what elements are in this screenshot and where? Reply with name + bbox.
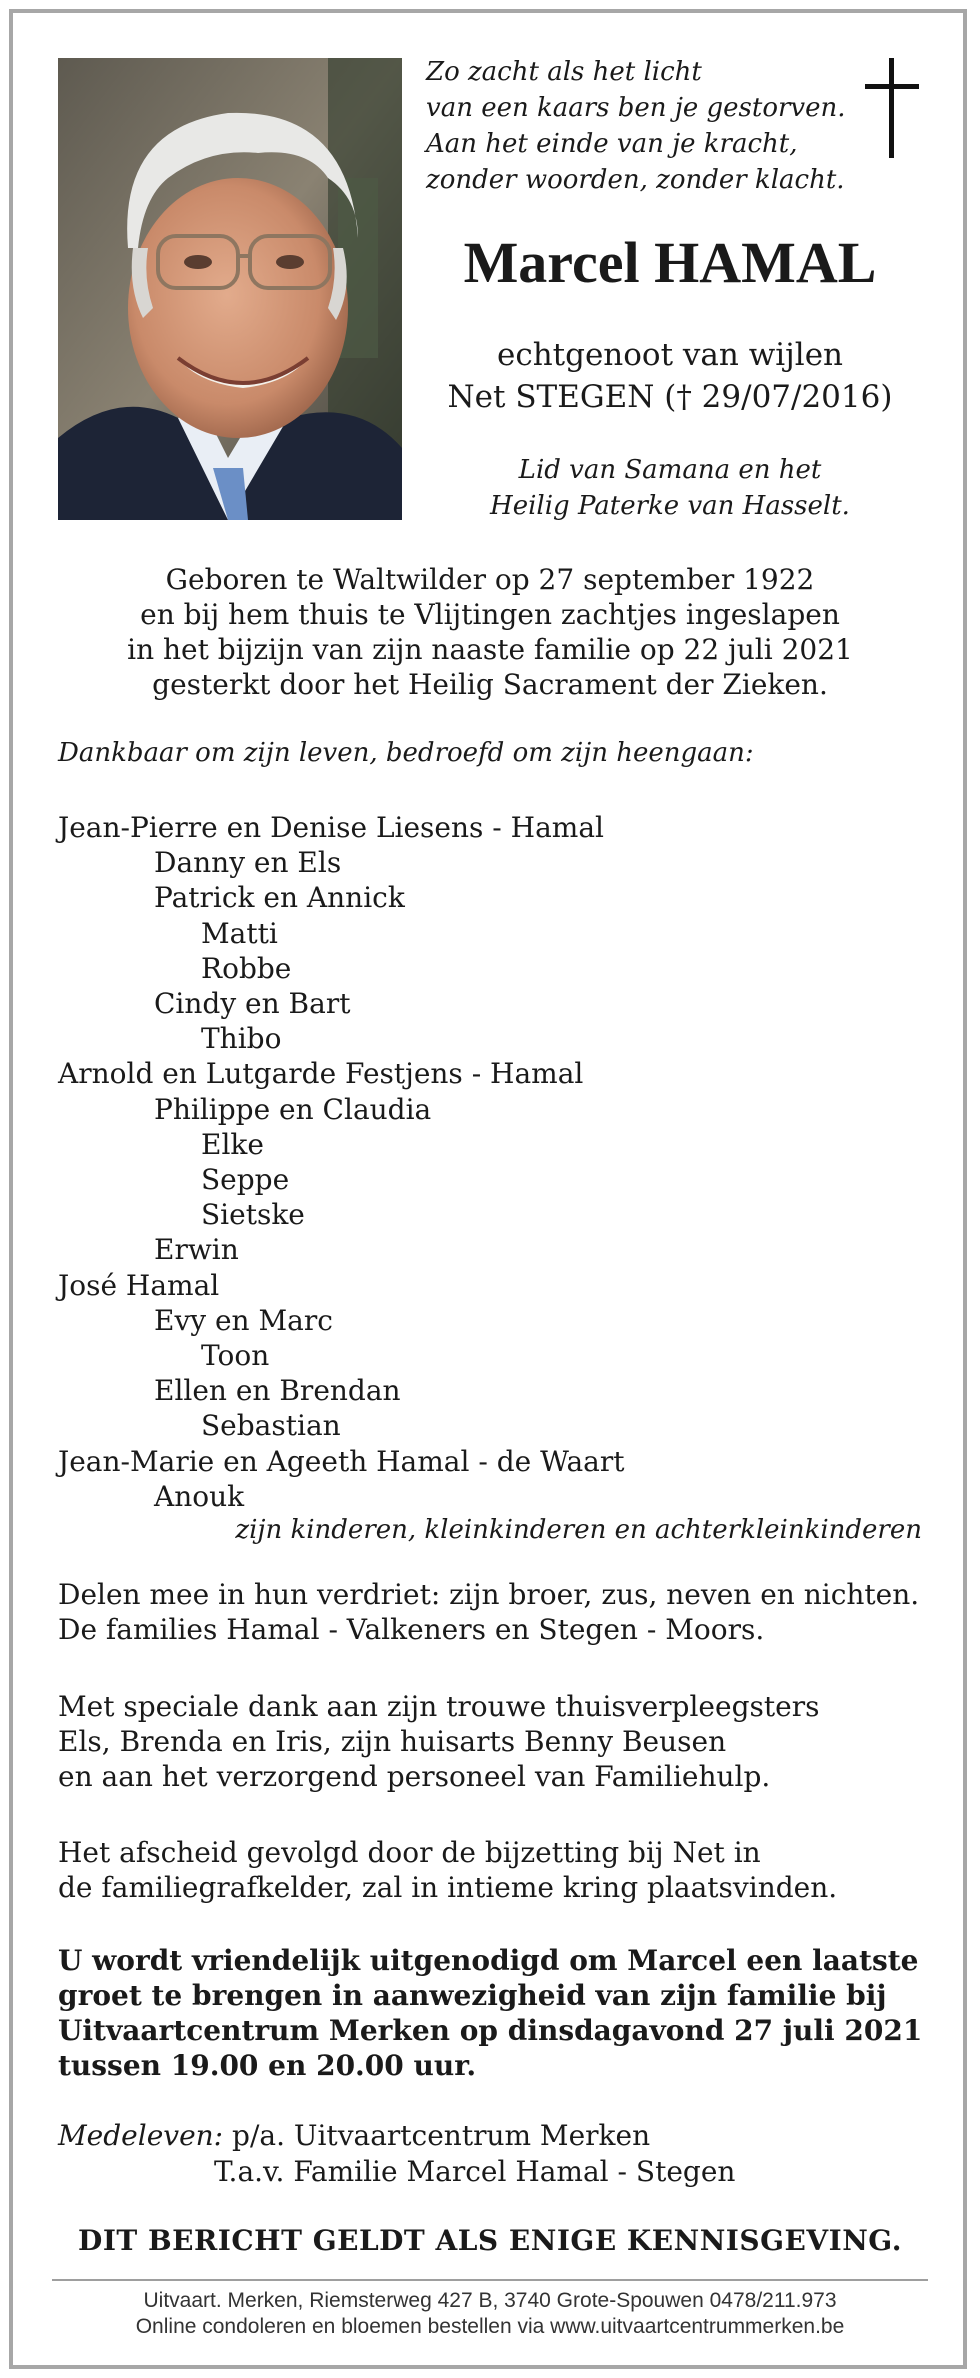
family-member: Robbe bbox=[201, 951, 292, 985]
birth-line: gesterkt door het Heilig Sacrament der Zieken. bbox=[152, 668, 828, 701]
poem-line: van een kaars ben je gestorven. bbox=[426, 93, 846, 123]
condolences-line: p/a. Uitvaartcentrum Merken bbox=[232, 2119, 651, 2152]
birth-line: en bij hem thuis te Vlijtingen zachtjes ingeslapen bbox=[140, 598, 840, 631]
invitation-line: groet te brengen in aanwezigheid van zijn familie bij bbox=[58, 1979, 887, 2012]
notice-banner: DIT BERICHT GELDT ALS ENIGE KENNISGEVING. bbox=[78, 2224, 902, 2257]
thanks-line: Met speciale dank aan zijn trouwe thuisverpleegsters bbox=[58, 1690, 820, 1723]
family-member: Matti bbox=[201, 916, 278, 950]
family-member: Jean-Pierre en Denise Liesens - Hamal bbox=[58, 811, 604, 844]
family-member: Seppe bbox=[201, 1163, 290, 1197]
condolences-line: T.a.v. Familie Marcel Hamal - Stegen bbox=[214, 2155, 736, 2188]
share-grief-line: Delen mee in hun verdriet: zijn broer, zus, neven en nichten. bbox=[58, 1578, 920, 1611]
farewell-line: de familiegrafkelder, zal in intieme kring plaatsvinden. bbox=[58, 1871, 838, 1904]
family-member: Patrick en Annick bbox=[154, 881, 405, 915]
family-member: Arnold en Lutgarde Festjens - Hamal bbox=[58, 1057, 584, 1091]
thanks-line: en aan het verzorgend personeel van Familiehulp. bbox=[58, 1760, 771, 1793]
family-member: Cindy en Bart bbox=[154, 987, 351, 1021]
condolences-address bbox=[58, 2118, 735, 2190]
poem-line: zonder woorden, zonder klacht. bbox=[426, 165, 845, 195]
spouse-info bbox=[420, 334, 920, 418]
invitation-line: Uitvaartcentrum Merken op dinsdagavond 27 juli 2021 bbox=[58, 2014, 923, 2047]
footer-address: Uitvaart. Merken, Riemsterweg 427 B, 3740 Grote-Spouwen 0478/211.973 bbox=[143, 2289, 837, 2312]
thanks-text bbox=[58, 1689, 938, 1794]
farewell-text bbox=[58, 1835, 938, 1905]
thanks-line: Els, Brenda en Iris, zijn huisarts Benny Beusen bbox=[58, 1725, 727, 1758]
family-member: Thibo bbox=[201, 1022, 282, 1056]
portrait-photo bbox=[58, 58, 402, 520]
birth-death-text bbox=[58, 562, 922, 702]
membership-line: Lid van Samana en het bbox=[518, 455, 822, 485]
family-member: Danny en Els bbox=[154, 846, 342, 880]
poem bbox=[426, 54, 856, 198]
cross-icon bbox=[862, 58, 922, 158]
share-grief-text bbox=[58, 1577, 938, 1647]
farewell-line: Het afscheid gevolgd door de bijzetting bij Net in bbox=[58, 1836, 761, 1869]
invitation-line: tussen 19.00 en 20.00 uur. bbox=[58, 2049, 477, 2082]
invitation-line: U wordt vriendelijk uitgenodigd om Marcel een laatste bbox=[58, 1944, 919, 1977]
family-member: Elke bbox=[201, 1127, 264, 1161]
family-member: Jean-Marie en Ageeth Hamal - de Waart bbox=[58, 1444, 625, 1478]
footer-divider bbox=[52, 2279, 928, 2281]
family-member: Philippe en Claudia bbox=[154, 1092, 432, 1126]
family-list bbox=[58, 810, 624, 1514]
invitation-text bbox=[58, 1943, 938, 2083]
family-member: Sietske bbox=[201, 1198, 305, 1232]
deceased-name: Marcel HAMAL bbox=[463, 230, 877, 295]
spouse-line: Net STEGEN († 29/07/2016) bbox=[447, 379, 893, 415]
grateful-line: Dankbaar om zijn leven, bedroefd om zijn heengaan: bbox=[58, 738, 754, 768]
birth-line: Geboren te Waltwilder op 27 september 1922 bbox=[165, 563, 815, 596]
family-member: Toon bbox=[201, 1339, 270, 1373]
family-member: Anouk bbox=[154, 1479, 245, 1513]
family-member: Sebastian bbox=[201, 1409, 341, 1443]
membership-info bbox=[420, 452, 920, 524]
poem-line: Aan het einde van je kracht, bbox=[426, 129, 798, 159]
family-member: Evy en Marc bbox=[154, 1303, 333, 1337]
footer bbox=[0, 2288, 980, 2340]
poem-line: Zo zacht als het licht bbox=[426, 57, 702, 87]
condolences-label: Medeleven: bbox=[58, 2119, 224, 2152]
family-member: Ellen en Brendan bbox=[154, 1374, 401, 1408]
family-roles: zijn kinderen, kleinkinderen en achterkleinkinderen bbox=[235, 1515, 922, 1545]
membership-line: Heilig Paterke van Hasselt. bbox=[490, 491, 850, 521]
family-member: Erwin bbox=[154, 1233, 239, 1267]
share-grief-line: De families Hamal - Valkeners en Stegen - Moors. bbox=[58, 1613, 765, 1646]
footer-website: Online condoleren en bloemen bestellen via www.uitvaartcentrummerken.be bbox=[135, 2315, 845, 2338]
spouse-line: echtgenoot van wijlen bbox=[496, 337, 844, 373]
birth-line: in het bijzijn van zijn naaste familie op 22 juli 2021 bbox=[127, 633, 853, 666]
family-member: José Hamal bbox=[58, 1268, 220, 1302]
